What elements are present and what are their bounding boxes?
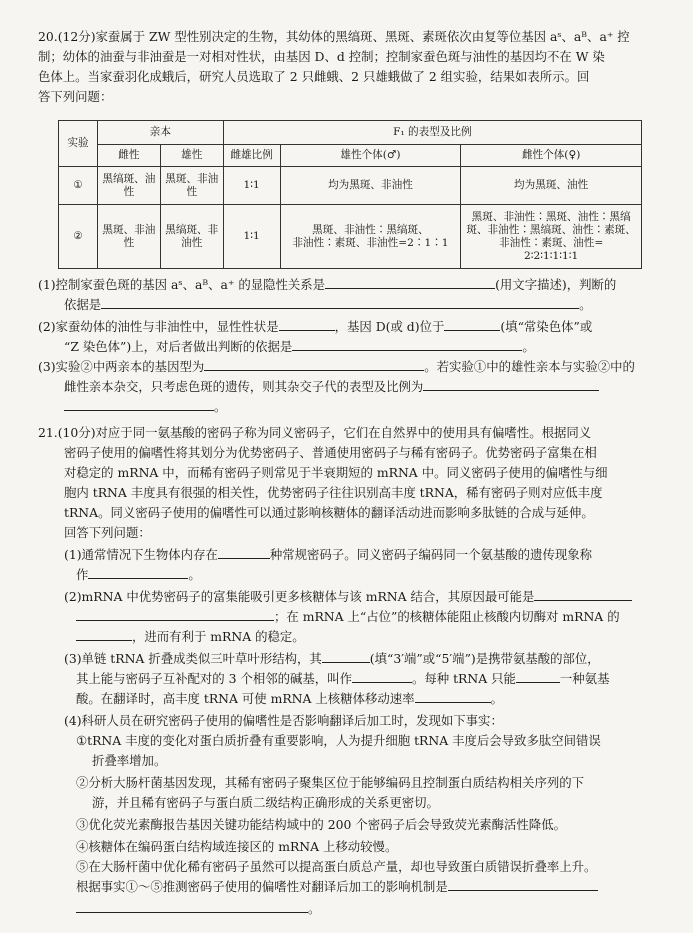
row2-female-ind-c: 非油性∶素斑、油性= [499, 236, 604, 249]
fact-5: ⑤在大肠杆菌中优化稀有密码子虽然可以提高蛋白质总产量，却也导致蛋白质错误折叠率上升。 [76, 859, 597, 874]
fact-6-line2 [76, 900, 663, 918]
th-parent: 亲本 [97, 121, 223, 145]
q21-s4-blank2[interactable] [76, 900, 308, 913]
q21-sub4-intro: (4)科研人员在研究密码子使用的偏嗜性是否影响翻译后加工时，发现如下事实： [64, 713, 503, 728]
q21-s1c: 作 [76, 567, 89, 582]
q21-s3d: 。每种 tRNA 只能 [411, 671, 516, 686]
q21-f6: 根据事实①～⑤推测密码子使用的偏嗜性对翻译后加工的影响机制是 [76, 879, 448, 894]
q21-line-1: 21.(10分)对应于同一氨基酸的密码子称为同义密码子，它们在自然界中的使用具有偏嗜性。根据同义 [38, 425, 592, 440]
q21-line-3: 对稳定的 mRNA 中，而稀有密码子则常见于半衰期短的 mRNA 中。同义密码子使用的偏嗜性与细 [64, 465, 608, 480]
fact-4: ④核糖体在编码蛋白结构域连接区的 mRNA 上移动较慢。 [76, 839, 398, 854]
q21-s3-blank3[interactable] [516, 670, 560, 683]
th-female-individuals: 雌性个体(♀) [461, 145, 642, 167]
fact-2-line2: 游，并且稀有密码子与蛋白质二级结构正确形成的关系更密切。 [92, 795, 439, 810]
q21-s2c: ，进而有利于 mRNA 的稳定。 [132, 629, 305, 644]
q21-sub3-line1 [64, 650, 663, 668]
q20-s3c: 雌性亲本杂交，只考虑色斑的遗传，则其杂交子代的表型及比例为 [64, 379, 424, 394]
row2-female-ind-b: 斑、非油性∶黑缟斑、油性∶素斑、 [466, 223, 636, 236]
q21-sub3-line3 [76, 690, 663, 708]
q20-s2b: ，基因 D(或 d)位于 [334, 319, 445, 334]
q20-s3-blank2[interactable] [423, 378, 599, 391]
row2-male-ind [280, 205, 461, 269]
row2-female-ind-a: 黑斑、非油性∶黑斑、油性∶黑缟 [471, 210, 631, 223]
row2-id: ② [59, 205, 98, 269]
q21-s3-blank1[interactable] [322, 650, 370, 663]
q20-s2c: (填“常染色体”或 [500, 319, 593, 334]
row1-male: 黑斑、非油性 [160, 167, 223, 205]
q20-s2-blank2[interactable] [444, 318, 500, 331]
fact-6-line1 [76, 878, 663, 896]
th-ratio: 雌雄比例 [223, 145, 280, 167]
q21-sub1-line2 [76, 566, 663, 584]
q21-s3a: (3)单链 tRNA 折叠成类似三叶草叶形结构，其 [64, 651, 322, 666]
q21-s3f: 酸。在翻译时，高丰度 tRNA 可使 mRNA 上核糖体移动速率 [76, 691, 415, 706]
q20-line-2: 制；幼体的油蚕与非油蚕是一对相对性状，由基因 D、d 控制；控制家蚕色斑与油性的基因均不在 W 染 [38, 49, 605, 64]
q21-line-6: 回答下列问题： [64, 525, 151, 540]
q21-sub3-line2 [76, 670, 663, 688]
q21-s1-blank2[interactable] [88, 566, 188, 579]
q20-sub1-line2 [64, 296, 663, 314]
q20-sub3-line3 [64, 398, 663, 416]
row2-male: 黑缟斑、非油性 [160, 205, 223, 269]
q21-sub1-line1 [64, 546, 663, 564]
th-parent-male: 雄性 [160, 145, 223, 167]
period: 。 [308, 901, 321, 916]
q20-s2-blank3[interactable] [292, 338, 522, 351]
q21-s3-blank4[interactable] [415, 690, 491, 703]
q20-s1c: 依据是 [64, 297, 102, 312]
row2-female-ind-d: 2∶2∶1∶1∶1∶1 [524, 249, 579, 262]
th-experiment: 实验 [59, 121, 98, 167]
q21-s3c: 其上能与密码子互补配对的 3 个相邻的碱基，叫作 [76, 671, 352, 686]
q20-sub3-line2 [64, 378, 663, 396]
q21-line-5: tRNA。同义密码子使用的偏嗜性可以通过影响核糖体的翻译活动进而影响多肽链的合成与延伸。 [64, 505, 594, 520]
q21-sub2-line3 [76, 628, 663, 646]
q20-s1-blank2[interactable] [101, 296, 579, 309]
q20-s3-blank3[interactable] [64, 398, 214, 411]
q20-sub2-line2 [64, 338, 663, 356]
q21-s2-blank1[interactable] [534, 588, 632, 601]
q20-s3a: (3)实验②中两亲本的基因型为 [38, 359, 205, 374]
row2-ratio: 1∶1 [223, 205, 280, 269]
period: 。 [188, 567, 201, 582]
fact-2-line1: ②分析大肠杆菌基因发现，其稀有密码子聚集区位于能够编码且控制蛋白质结构相关序列的下 [76, 775, 585, 790]
q21-s1b: 种常规密码子。同义密码子编码同一个氨基酸的遗传现象称 [269, 547, 593, 562]
fact-3: ③优化荧光素酶报告基因关键功能结构域中的 200 个密码子后会导致荧光素酶活性降低。 [76, 817, 566, 832]
results-table [58, 120, 642, 269]
q21-s3b: (填“3′端”或“5′端”)是携带氨基酸的部位， [369, 651, 600, 666]
q20-line-4: 答下列问题： [38, 89, 113, 104]
q21-sub2-line1 [64, 588, 663, 606]
q20-s2-blank1[interactable] [279, 318, 335, 331]
q21-s4-blank1[interactable] [448, 878, 598, 891]
q20-s1b: (用文字描述)，判断的 [495, 277, 617, 292]
row2-female: 黑斑、非油性 [97, 205, 160, 269]
q21-s2-blank2[interactable] [76, 608, 274, 621]
q20-sub2-line1 [38, 318, 663, 336]
row2-male-ind-b: 非油性∶素斑、非油性=2∶1∶1 [292, 236, 449, 249]
q20-s2a: (2)家蚕幼体的油性与非油性中，显性性状是 [38, 319, 279, 334]
q20-sub3-line1 [38, 358, 663, 376]
row1-ratio: 1∶1 [223, 167, 280, 205]
q21-s1-blank1[interactable] [218, 546, 270, 559]
period: 。 [490, 691, 503, 706]
row2-female-ind [461, 205, 642, 269]
q21-s3e: 一种氨基 [559, 671, 610, 686]
period: 。 [214, 399, 227, 414]
row1-female-ind: 均为黑斑、油性 [461, 167, 642, 205]
q21-s1a: (1)通常情况下生物体内存在 [64, 547, 218, 562]
q20-sub1-line1 [38, 276, 663, 294]
row1-male-ind: 均为黑斑、非油性 [280, 167, 461, 205]
fact-1-line2: 折叠率增加。 [92, 753, 167, 768]
q21-line-4: 胞内 tRNA 丰度具有很强的相关性，优势密码子往往识别高丰度 tRNA，稀有密码子则对应低丰度 [64, 485, 603, 500]
th-male-individuals: 雄性个体(♂) [280, 145, 461, 167]
period: 。 [522, 339, 535, 354]
q20-s1-blank1[interactable] [325, 276, 495, 289]
fact-1-line1: ①tRNA 丰度的变化对蛋白质折叠有重要影响，人为提升细胞 tRNA 丰度后会导致多肽空间错误 [76, 733, 601, 748]
q21-s2-blank3[interactable] [76, 628, 132, 641]
q20-line-3: 色体上。当家蚕羽化成蛾后，研究人员选取了 2 只雌蛾、2 只雄蛾做了 2 组实验，结果如表所示。回 [38, 69, 590, 84]
th-f1: F₁ 的表型及比例 [223, 121, 641, 145]
q21-s3-blank2[interactable] [352, 670, 412, 683]
row1-id: ① [59, 167, 98, 205]
q20-s3b: 。若实验①中的雄性亲本与实验②中的 [424, 359, 635, 374]
q20-s1a: (1)控制家蚕色斑的基因 aˢ、aᴮ、a⁺ 的显隐性关系是 [38, 277, 326, 292]
q21-sub2-line2 [76, 608, 663, 626]
th-parent-female: 雌性 [97, 145, 160, 167]
row2-male-ind-a: 黑斑、非油性∶黑缟斑、 [312, 223, 429, 236]
q20-s2d: “Z 染色体”)上，对后者做出判断的依据是 [64, 339, 293, 354]
q21-line-2: 密码子使用的偏嗜性将其划分为优势密码子、普通使用密码子与稀有密码子。优势密码子富集在相 [64, 445, 597, 460]
q20-line-1: 20.(12分)家蚕属于 ZW 型性别决定的生物，其幼体的黑缟斑、黑斑、素斑依次由复等位基因 aˢ、aᴮ、a⁺ 控 [38, 29, 630, 44]
q21-s2a: (2)mRNA 中优势密码子的富集能吸引更多核糖体与该 mRNA 结合，其原因最可能是 [64, 589, 535, 604]
q20-s3-blank1[interactable] [204, 358, 424, 371]
period: 。 [579, 297, 592, 312]
q21-s2b: ；在 mRNA 上“占位”的核糖体能阻止核酸内切酶对 mRNA 的 [274, 609, 620, 624]
row1-female: 黑缟斑、油性 [97, 167, 160, 205]
